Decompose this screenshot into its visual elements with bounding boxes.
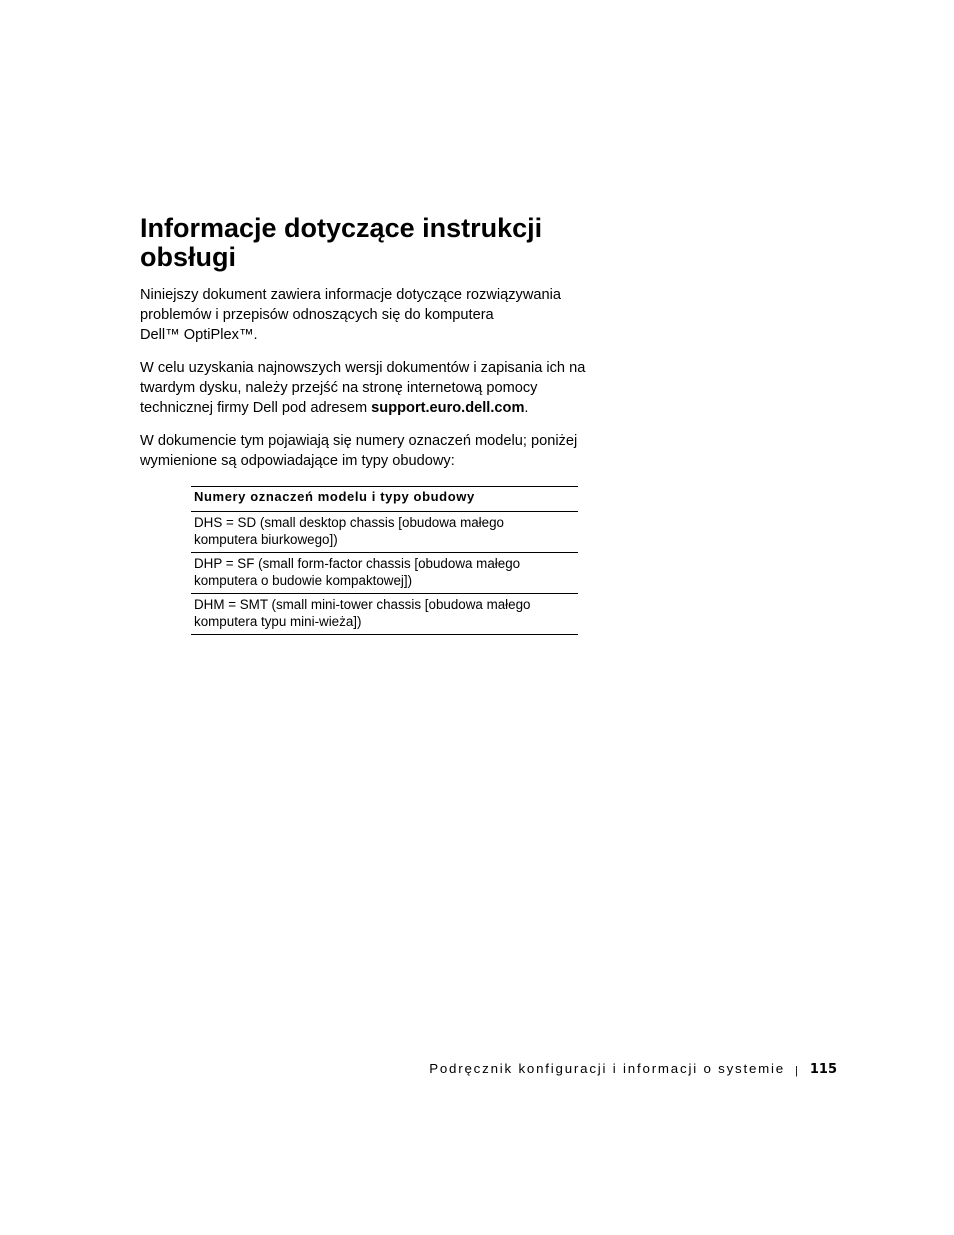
- updates-line-3: [140, 398, 630, 418]
- table-cell: [191, 512, 578, 553]
- table-cell: [191, 553, 578, 594]
- footer-title: Podręcznik konfiguracji i informacji o systemie: [429, 1061, 785, 1076]
- page-title: [140, 214, 660, 272]
- models-intro-paragraph: [140, 431, 630, 471]
- updates-paragraph: [140, 358, 630, 418]
- updates-line-1: W celu uzyskania najnowszych wersji dokumentów i zapisania ich na: [140, 360, 586, 376]
- model-table: [191, 486, 578, 635]
- page-title-line-2: obsługi: [140, 242, 236, 272]
- table-row: [191, 512, 578, 553]
- support-link[interactable]: support.euro.dell.com: [371, 400, 525, 416]
- table-header-row: [191, 487, 578, 512]
- models-intro-line-1: W dokumencie tym pojawiają się numery oznaczeń modelu; poniżej: [140, 433, 578, 449]
- cell-line: komputera biurkowego]): [194, 532, 338, 547]
- models-intro-line-2: wymienione są odpowiadające im typy obudowy:: [140, 453, 455, 469]
- cell-line: DHM = SMT (small mini-tower chassis [obudowa małego: [194, 597, 531, 612]
- table-header: Numery oznaczeń modelu i typy obudowy: [191, 487, 578, 512]
- table-row: [191, 553, 578, 594]
- table-cell: [191, 594, 578, 635]
- intro-line-1: Niniejszy dokument zawiera informacje dotyczące rozwiązywania: [140, 287, 561, 303]
- page-number: 115: [809, 1062, 837, 1077]
- intro-paragraph: [140, 285, 610, 345]
- intro-line-2: problemów i przepisów odnoszących się do komputera: [140, 307, 494, 323]
- cell-line: komputera o budowie kompaktowej]): [194, 573, 413, 588]
- cell-line: komputera typu mini-wieża]): [194, 614, 362, 629]
- footer-separator: |: [795, 1065, 798, 1077]
- updates-line-2: twardym dysku, należy przejść na stronę internetową pomocy: [140, 380, 538, 396]
- intro-line-3: Dell™ OptiPlex™.: [140, 327, 258, 343]
- updates-line-3-prefix: technicznej firmy Dell pod adresem: [140, 400, 372, 416]
- table-row: [191, 594, 578, 635]
- page-footer: [429, 1061, 837, 1077]
- cell-line: DHS = SD (small desktop chassis [obudowa małego: [194, 515, 504, 530]
- page-title-line-1: Informacje dotyczące instrukcji: [140, 213, 543, 243]
- updates-line-3-suffix: .: [524, 400, 529, 416]
- cell-line: DHP = SF (small form-factor chassis [obudowa małego: [194, 556, 521, 571]
